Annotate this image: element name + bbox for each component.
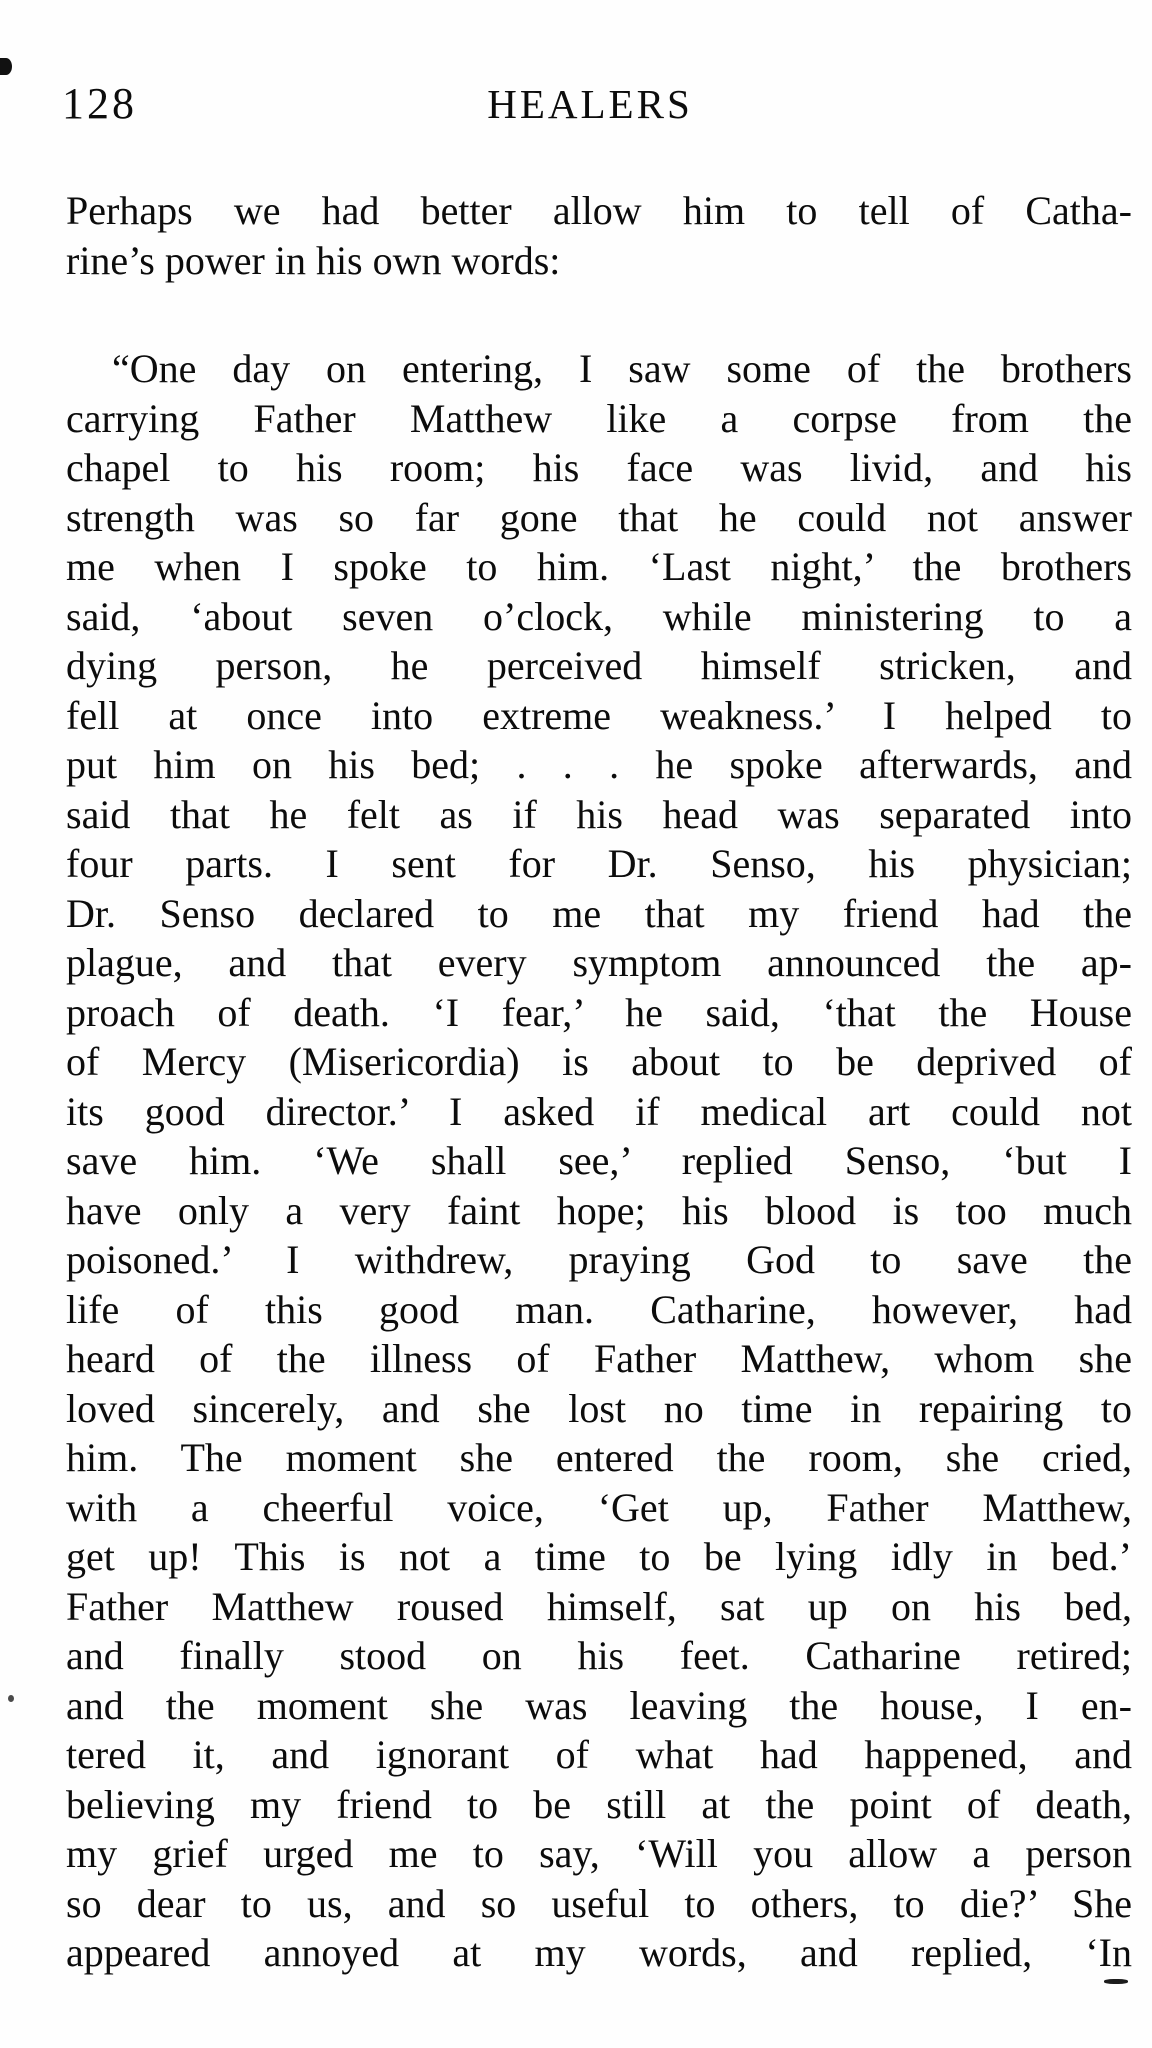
text-line: heard of the illness of Father Matthew, whom she	[66, 1336, 1132, 1381]
text-line: my grief urged me to say, ‘Will you allow a person	[66, 1831, 1132, 1876]
text-line: rine’s power in his own words:	[66, 237, 561, 283]
text-line: plague, and that every symptom announced the ap-	[66, 940, 1132, 985]
paragraph	[66, 186, 1132, 285]
text-line: Dr. Senso declared to me that my friend had the	[66, 890, 1132, 936]
text-line: get up! This is not a time to be lying idly in bed.’	[66, 1534, 1132, 1579]
paragraph	[66, 344, 1132, 1978]
text-line: chapel to his room; his face was livid, and his	[66, 445, 1132, 490]
text-line: Father Matthew roused himself, sat up on his bed,	[66, 1583, 1132, 1629]
text-line: life of this good man. Catharine, however, had	[66, 1286, 1132, 1332]
text-line: poisoned.’ I withdrew, praying God to save the	[66, 1237, 1132, 1282]
text-line: tered it, and ignorant of what had happened, and	[66, 1732, 1132, 1777]
text-line: fell at once into extreme weakness.’ I helped to	[66, 692, 1132, 738]
text-line: put him on his bed; . . . he spoke afterwards, and	[66, 742, 1132, 787]
text-line: dying person, he perceived himself stricken, and	[66, 643, 1132, 688]
text-line: said that he felt as if his head was separated into	[66, 791, 1132, 837]
page-body	[66, 186, 1132, 1978]
running-header: HEALERS	[487, 81, 693, 127]
text-line: loved sincerely, and she lost no time in repairing to	[66, 1385, 1132, 1431]
text-line: and the moment she was leaving the house, I en-	[66, 1682, 1132, 1728]
scan-artifact	[0, 58, 12, 75]
text-line: carrying Father Matthew like a corpse from the	[66, 395, 1132, 441]
text-line: four parts. I sent for Dr. Senso, his physician;	[66, 841, 1132, 886]
page-number: 128	[62, 79, 137, 128]
text-line: and finally stood on his feet. Catharine retired;	[66, 1633, 1132, 1678]
text-line: so dear to us, and so useful to others, to die?’ She	[66, 1880, 1132, 1926]
scan-artifact	[1104, 1979, 1128, 1984]
text-line: have only a very faint hope; his blood is too much	[66, 1187, 1132, 1233]
scan-artifact	[8, 1695, 14, 1702]
text-line: him. The moment she entered the room, she cried,	[66, 1435, 1132, 1480]
text-line: strength was so far gone that he could not answer	[66, 494, 1132, 540]
text-line: its good director.’ I asked if medical art could not	[66, 1088, 1132, 1134]
text-line: believing my friend to be still at the point of death,	[66, 1781, 1132, 1827]
text-line: with a cheerful voice, ‘Get up, Father Matthew,	[66, 1484, 1132, 1530]
text-line: proach of death. ‘I fear,’ he said, ‘that the House	[66, 989, 1132, 1035]
text-line: “One day on entering, I saw some of the brothers	[112, 346, 1132, 391]
text-line: me when I spoke to him. ‘Last night,’ the brothers	[66, 544, 1132, 589]
text-line: of Mercy (Misericordia) is about to be deprived of	[66, 1039, 1132, 1084]
text-line: said, ‘about seven o’clock, while ministering to a	[66, 593, 1132, 639]
text-line: save him. ‘We shall see,’ replied Senso, ‘but I	[66, 1138, 1132, 1183]
text-line: Perhaps we had better allow him to tell of Catha-	[66, 188, 1132, 233]
text-line: appeared annoyed at my words, and replied, ‘In	[66, 1930, 1132, 1975]
